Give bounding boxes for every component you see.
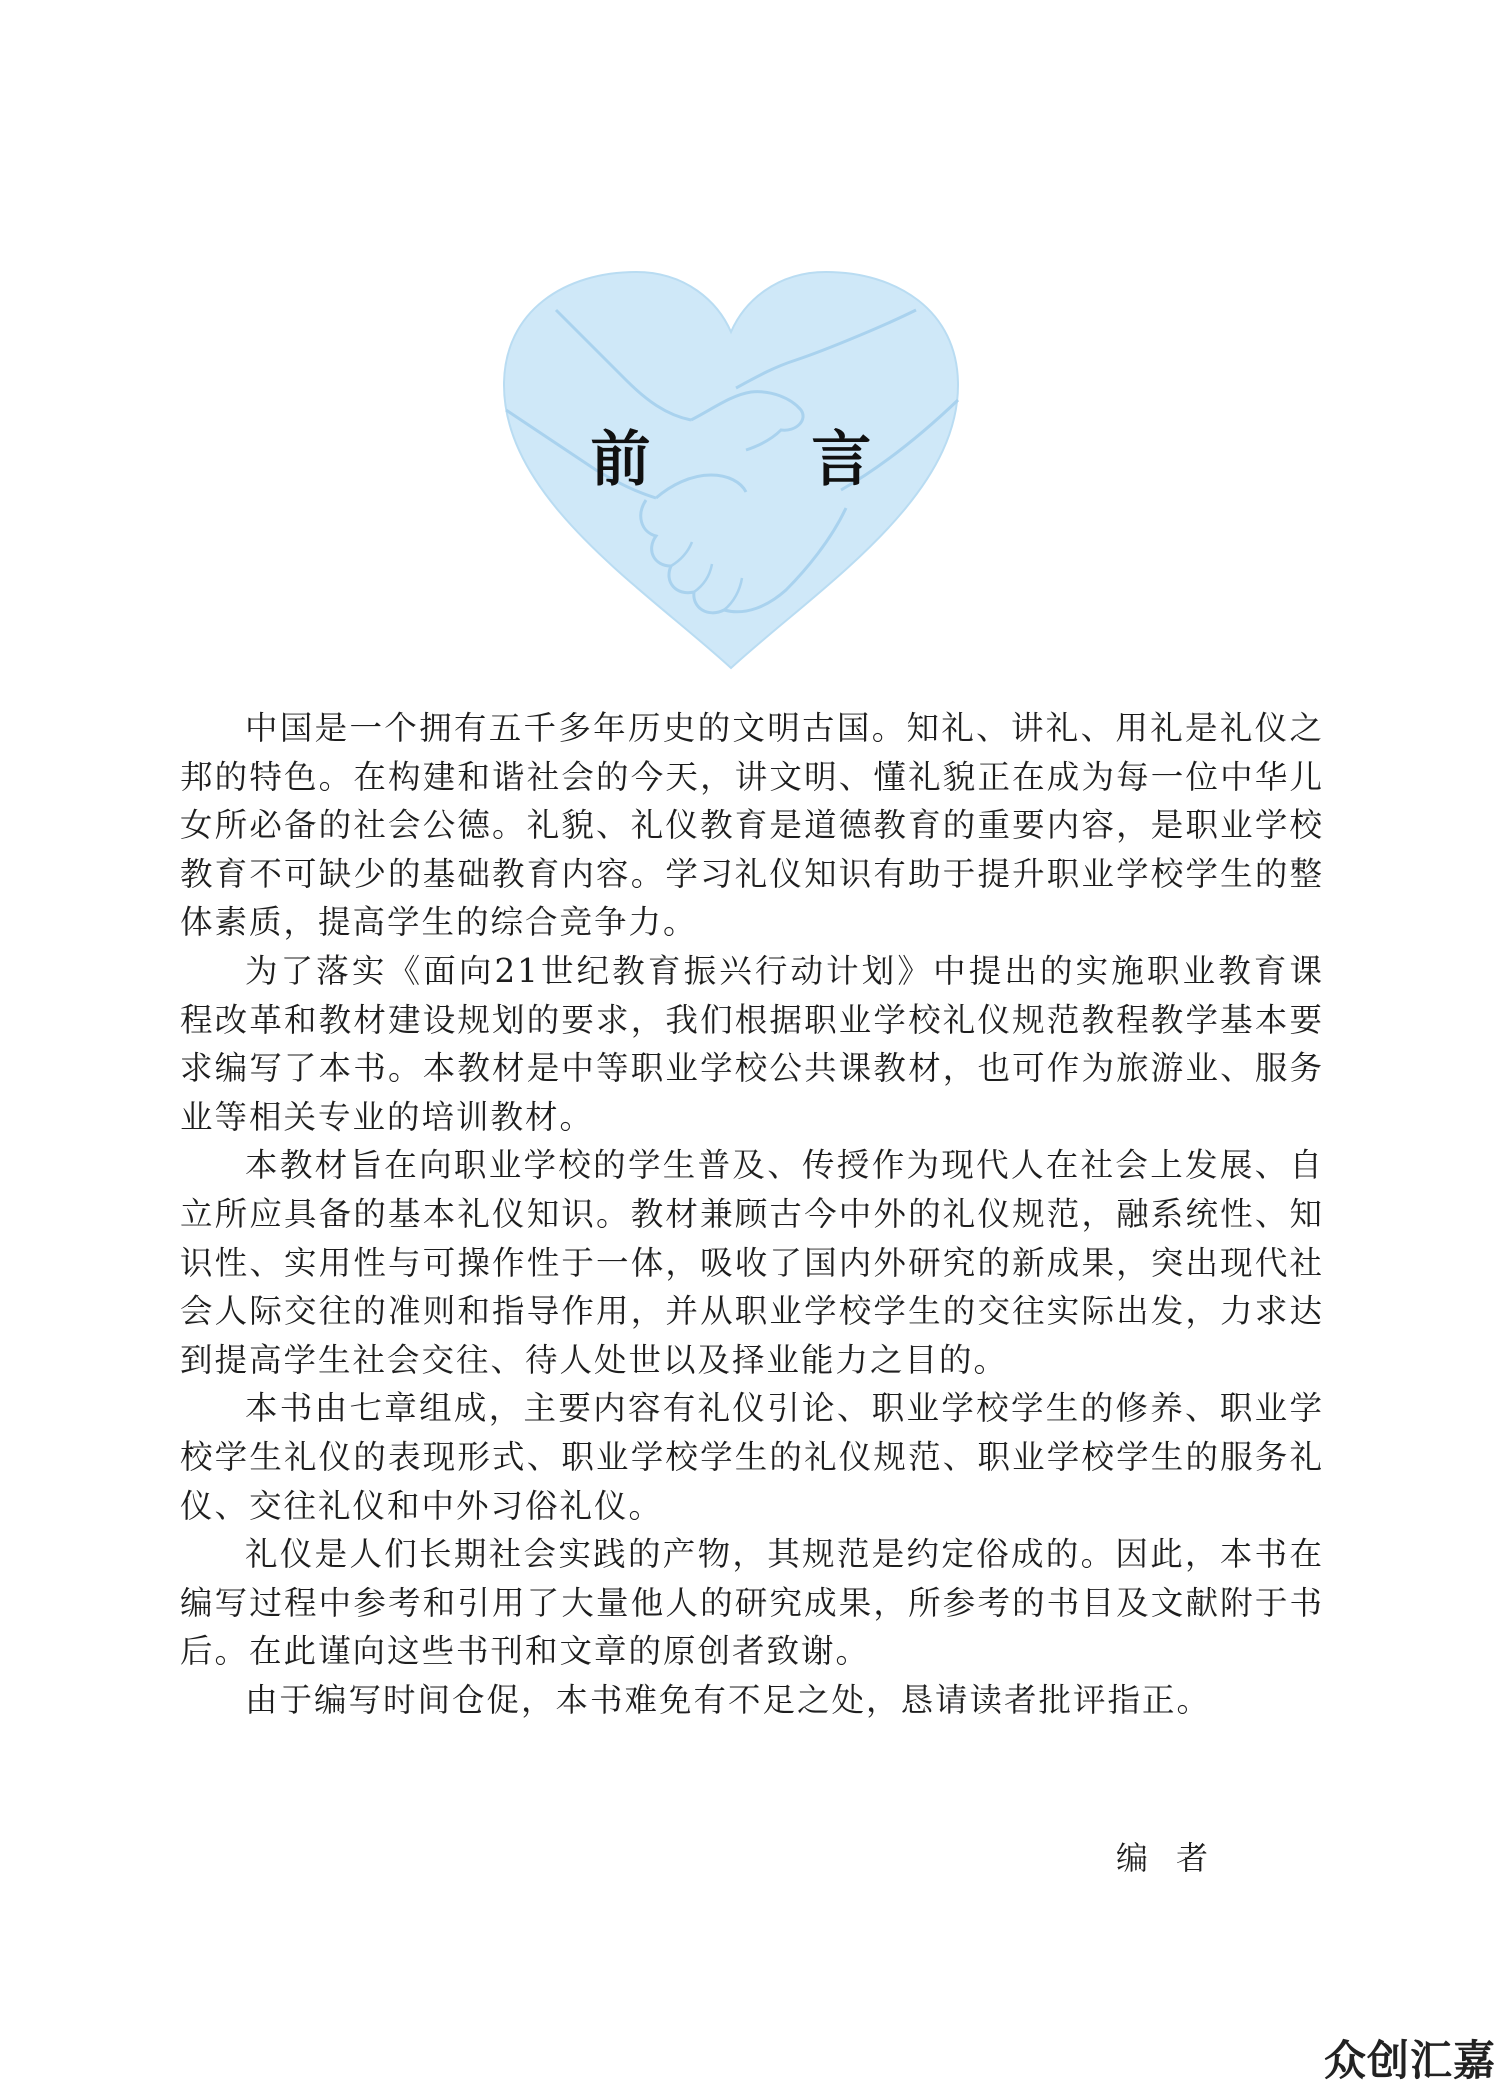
author-signature: 编者 [1116,1839,1237,1877]
paragraph-2: 为了落实《面向21世纪教育振兴行动计划》中提出的实施职业教育课程改革和教材建设规划的要求，我们根据职业学校礼仪规范教程教学基本要求编写了本书。本教材是中等职业学校公共课教材，也可作为旅游业、服务业等相关专业的培训教材。 [180,951,1324,1136]
paragraph-1: 中国是一个拥有五千多年历史的文明古国。知礼、讲礼、用礼是礼仪之邦的特色。在构建和谐社会的今天，讲文明、懂礼貌正在成为每一位中华儿女所必备的社会公德。礼貌、礼仪教育是道德教育的重要内容，是职业学校教育不可缺少的基础教育内容。学习礼仪知识有助于提升职业学校学生的整体素质，提高学生的综合竞争力。 [180,709,1324,942]
paragraph-5: 礼仪是人们长期社会实践的产物，其规范是约定俗成的。因此，本书在编写过程中参考和引用了大量他人的研究成果，所参考的书目及文献附于书后。在此谨向这些书刊和文章的原创者致谢。 [180,1535,1324,1671]
preface-body [180,704,1324,1724]
watermark-logo: 众创汇嘉 [1323,2036,1496,2085]
paragraph-3: 本教材旨在向职业学校的学生普及、传授作为现代人在社会上发展、自立所应具备的基本礼仪知识。教材兼顾古今中外的礼仪规范，融系统性、知识性、实用性与可操作性于一体，吸收了国内外研究的新成果，突出现代社会人际交往的准则和指导作用，并从职业学校学生的交往实际出发，力求达到提高学生社会交往、待人处世以及择业能力之目的。 [180,1146,1324,1379]
paragraph-4: 本书由七章组成，主要内容有礼仪引论、职业学校学生的修养、职业学校学生礼仪的表现形式、职业学校学生的礼仪规范、职业学校学生的服务礼仪、交往礼仪和中外习俗礼仪。 [180,1389,1324,1525]
page-title: 前 言 [590,425,942,495]
paragraph-6: 由于编写时间仓促，本书难免有不足之处，恳请读者批评指正。 [245,1680,1212,1719]
